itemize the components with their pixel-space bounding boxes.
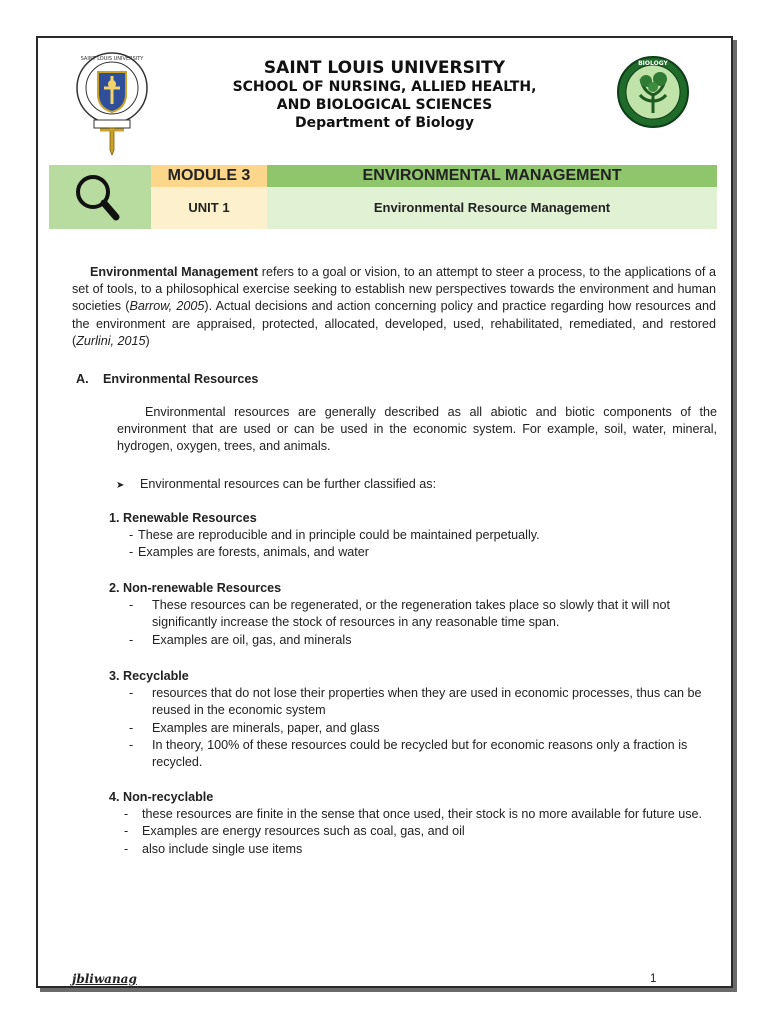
item-point: - These resources can be regenerated, or the regeneration takes place so slowly that it will not significantly increase the stock of resources in any reasonable time span.	[108, 597, 722, 631]
section-a-heading	[76, 372, 258, 386]
item-point-text: Examples are forests, animals, and water	[138, 545, 369, 560]
section-a-paragraph	[117, 404, 717, 456]
list-item	[108, 510, 728, 562]
section-a-letter: A.	[76, 372, 89, 386]
list-item	[108, 668, 728, 771]
school-line-1: SCHOOL OF NURSING, ALLIED HEALTH,	[232, 79, 537, 95]
item-point: - also include single use items	[108, 841, 728, 858]
item-point-text: In theory, 100% of these resources could be recycled but for economic reasons only a fraction is recycled.	[152, 737, 688, 770]
section-a-text: Environmental resources are generally described as all abiotic and biotic components of the environment that are used or can be used in the economic system. For example, soil, water, mineral, hydrogen, oxygen, trees, and animals.	[117, 405, 717, 454]
item-point-text: resources that do not lose their properties when they are used in economic processes, thus can be reused in the economic system	[152, 686, 702, 718]
intro-text-3: )	[145, 333, 150, 348]
department-name: Department of Biology	[294, 115, 475, 131]
item-point-text: These are reproducible and in principle could be maintained perpetually.	[138, 528, 540, 543]
module-label: MODULE 3	[151, 165, 267, 187]
item-point: - Examples are energy resources such as coal, gas, and oil	[108, 823, 728, 840]
item-point: - Examples are oil, gas, and minerals	[108, 632, 728, 649]
school-line-2: AND BIOLOGICAL SCIENCES	[276, 97, 493, 113]
item-title: 4. Non-recyclable	[109, 790, 214, 804]
item-point: - resources that do not lose their properties when they are used in economic processes, thus can be reused in the economic system	[108, 685, 722, 719]
citation-1: Barrow, 2005	[129, 299, 205, 314]
bullet-text: Environmental resources can be further classified as:	[140, 477, 437, 491]
item-point: - These are reproducible and in principle could be maintained perpetually.	[108, 527, 728, 544]
item-point-text: also include single use items	[142, 841, 303, 856]
banner-icon-cell	[49, 165, 151, 229]
item-title: 1. Renewable Resources	[109, 511, 257, 525]
unit-label: UNIT 1	[151, 187, 267, 229]
page-number: 1	[650, 973, 657, 985]
unit-title: Environmental Resource Management	[267, 187, 717, 229]
section-a-title: Environmental Resources	[103, 372, 259, 386]
item-title: 2. Non-renewable Resources	[109, 581, 282, 595]
item-point-text: Examples are energy resources such as coal, gas, and oil	[142, 824, 465, 839]
bio-seal-text: BIOLOGY	[638, 60, 668, 67]
list-item	[108, 580, 728, 649]
item-point: - Examples are minerals, paper, and glass	[108, 720, 728, 737]
item-point-text: these resources are finite in the sense that once used, their stock is no more available for future use.	[142, 807, 703, 822]
list-item	[108, 789, 728, 858]
classification-bullet	[116, 476, 436, 494]
biology-seal-logo	[616, 55, 690, 129]
page-frame	[36, 36, 733, 988]
arrow-bullet-icon: ➤	[116, 480, 125, 491]
seal-text: SAINT LOUIS UNIVERSITY	[80, 56, 144, 62]
item-point-text: These resources can be regenerated, or the regeneration takes place so slowly that it will not significantly increase the stock of resources in any reasonable time span.	[152, 598, 671, 630]
footer-author: jbliwanag	[72, 972, 137, 986]
university-name: SAINT LOUIS UNIVERSITY	[263, 58, 506, 78]
item-title: 3. Recyclable	[109, 669, 189, 683]
citation-2: Zurlini, 2015	[76, 333, 146, 348]
intro-text-2: ). Actual decisions and action concerning policy and practice regarding how resources and the environment are appraised, protected, allocated, developed, used, rehabilitated, remediated, and restored (	[72, 299, 716, 348]
intro-text-1: refers to a goal or vision, to an attempt to steer a process, to the applications of a set of tools, to a philosophical exercise seeking to establish new perspectives towards the environment and human societies (	[72, 265, 716, 314]
intro-paragraph	[72, 264, 716, 350]
item-point-text: Examples are minerals, paper, and glass	[152, 720, 380, 735]
intro-term: Environmental Management	[90, 265, 259, 279]
magnifier-icon	[49, 165, 151, 229]
item-point: - Examples are forests, animals, and water	[108, 544, 728, 561]
item-point: - In theory, 100% of these resources could be recycled but for economic reasons only a fraction is recycled.	[108, 737, 722, 771]
item-point: - these resources are finite in the sense that once used, their stock is no more available for future use.	[108, 806, 722, 823]
item-point-text: Examples are oil, gas, and minerals	[152, 632, 352, 647]
module-banner	[49, 165, 717, 229]
module-title: ENVIRONMENTAL MANAGEMENT	[267, 165, 717, 187]
